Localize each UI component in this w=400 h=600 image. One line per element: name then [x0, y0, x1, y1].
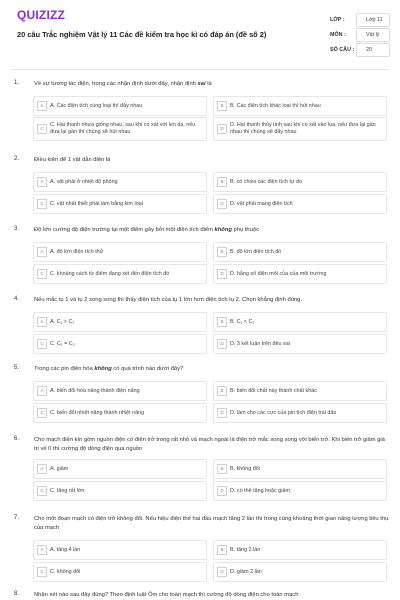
meta-subject-value: Vật lý	[366, 32, 380, 38]
option-text: A. giảm	[50, 465, 69, 472]
question-text	[34, 156, 390, 165]
question-keyword: không	[94, 366, 112, 372]
option-text: C. biến đổi nhiệt năng thành nhiệt năng	[50, 409, 145, 416]
option-text: B. độ lớn điện tích đó	[230, 248, 282, 255]
answer-option-c[interactable]	[33, 481, 207, 501]
option-letter-badge: A	[37, 247, 47, 257]
meta-count-value: 20	[366, 47, 372, 53]
question-text-part: phụ thuộc	[231, 227, 259, 233]
question-text-part: Nếu mắc tụ 1 và tụ 2 song song thì thấy điện tích của tụ 1 lớn hơn điện tích tụ 2. Chọn khẳng định đúng.	[34, 297, 302, 303]
option-letter-badge: B	[217, 464, 227, 474]
option-text: B. Các điện tích khác loại thì hút nhau	[230, 102, 321, 109]
question-keyword: không	[214, 227, 232, 233]
question-number: 4.	[14, 296, 20, 302]
option-letter-badge: C	[37, 339, 47, 349]
answer-option-b[interactable]	[213, 242, 387, 262]
answer-option-d[interactable]	[213, 481, 387, 501]
answer-option-d[interactable]	[213, 264, 387, 284]
option-text: C. C₁ = C₂	[50, 340, 75, 347]
option-text: B. có chứa các điện tích tự do	[230, 178, 302, 185]
answer-option-b[interactable]	[213, 172, 387, 192]
question-keyword: sai	[197, 81, 206, 87]
option-letter-badge: B	[217, 386, 227, 396]
answer-option-a[interactable]	[33, 242, 207, 262]
meta-subject-box	[356, 28, 390, 42]
option-letter-badge: C	[37, 124, 47, 134]
answer-option-c[interactable]	[33, 117, 207, 141]
answer-option-d[interactable]	[213, 403, 387, 423]
meta-subject-label: MÔN :	[330, 32, 346, 38]
option-letter-badge: D	[217, 567, 227, 577]
option-text: D. làm cho các cực của pin tích điện trái dấu	[230, 409, 337, 416]
option-letter-badge: C	[37, 567, 47, 577]
option-letter-badge: D	[217, 486, 227, 496]
meta-grade-value: Lớp 11	[366, 17, 383, 23]
option-letter-badge: B	[217, 317, 227, 327]
option-text: D. giảm 2 lần	[230, 568, 262, 575]
answer-option-d[interactable]	[213, 562, 387, 582]
option-text: A. độ lớn điện tích thử	[50, 248, 104, 255]
question-text	[34, 515, 390, 532]
option-letter-badge: A	[37, 317, 47, 327]
meta-grade-box	[356, 13, 390, 27]
question-text	[34, 80, 390, 89]
question-number: 6.	[14, 436, 20, 442]
answer-option-c[interactable]	[33, 264, 207, 284]
option-letter-badge: D	[217, 199, 227, 209]
option-text: D. Hai thanh thủy tinh sau khi cọ xát vào lụa, nếu đưa lại gần nhau thì chúng sẽ đẩy nhau	[230, 122, 376, 135]
question-number: 3.	[14, 226, 20, 232]
option-letter-badge: A	[37, 177, 47, 187]
option-text: B. C₁ < C₂	[230, 318, 255, 325]
question-number: 7.	[14, 515, 20, 521]
answer-option-a[interactable]	[33, 312, 207, 332]
answer-option-c[interactable]	[33, 194, 207, 214]
option-text: A. tăng 4 lần	[50, 546, 81, 553]
answer-option-b[interactable]	[213, 381, 387, 401]
option-letter-badge: A	[37, 386, 47, 396]
answer-option-a[interactable]	[33, 96, 207, 116]
question-text	[34, 591, 390, 600]
option-letter-badge: C	[37, 486, 47, 496]
question-text	[34, 226, 390, 235]
answer-option-d[interactable]	[213, 117, 387, 141]
question-text-part: Điều kiện để 1 vật dẫn điện là	[34, 157, 111, 163]
answer-option-b[interactable]	[213, 459, 387, 479]
answer-option-d[interactable]	[213, 194, 387, 214]
option-text: C. không đổi	[50, 568, 81, 575]
meta-grade-label: LỚP :	[330, 17, 345, 23]
answer-option-c[interactable]	[33, 334, 207, 354]
option-text: D. 3 kết luận trên đều sai	[230, 340, 290, 347]
question-text	[34, 296, 390, 305]
question-number: 8.	[14, 591, 20, 597]
answer-option-a[interactable]	[33, 172, 207, 192]
answer-option-d[interactable]	[213, 334, 387, 354]
question-text-part: Trong các pin điện hóa	[34, 366, 95, 372]
question-number: 5.	[14, 365, 20, 371]
question-text-part: là	[205, 81, 212, 87]
option-text: C. khoảng cách từ điểm đang xét đến điện tích đó	[50, 270, 170, 277]
meta-count-box	[356, 43, 390, 57]
question-text-part: Cho một đoạn mạch có điện trở không đổi. Nếu hiệu điện thế hai đầu mạch tăng 2 lần thì trong cùng khoảng thời gian năng lượng tiêu thụ của mạch	[34, 516, 389, 531]
option-text: A. vật phải ở nhiệt độ phòng	[50, 178, 118, 185]
option-text: B. không đổi	[230, 465, 260, 472]
option-text: D. hằng số điện môi của của môi trường	[230, 270, 327, 277]
option-text: C. Hai thanh nhựa giống nhau, sau khi cọ xát với len dạ, nếu đưa lại gần thì chúng sẽ hút nhau	[50, 122, 196, 135]
question-text-part: có quá trình nào dưới đây?	[111, 366, 184, 372]
option-text: A. C₁ > C₂	[50, 318, 75, 325]
option-letter-badge: A	[37, 464, 47, 474]
option-letter-badge: B	[217, 247, 227, 257]
option-letter-badge: D	[217, 269, 227, 279]
option-letter-badge: D	[217, 408, 227, 418]
option-text: B. biến đổi chất này thành chất khác	[230, 387, 317, 394]
answer-option-a[interactable]	[33, 540, 207, 560]
option-letter-badge: A	[37, 545, 47, 555]
option-letter-badge: B	[217, 545, 227, 555]
option-letter-badge: A	[37, 101, 47, 111]
answer-option-a[interactable]	[33, 381, 207, 401]
option-letter-badge: B	[217, 101, 227, 111]
header-divider	[12, 69, 388, 70]
answer-option-c[interactable]	[33, 562, 207, 582]
option-text: C. vật nhất thiết phải làm bằng kim loại	[50, 200, 143, 207]
answer-option-c[interactable]	[33, 403, 207, 423]
option-text: C. tăng rất lớn	[50, 487, 85, 494]
question-text-part: Cho mạch điện kín gồm nguồn điện có điện trở trong rất nhỏ và mạch ngoài là điện trở mắc song song với biến trở. Khi biến trở giảm giá trị về 0 thì cường độ dòng điện qua nguồn	[34, 437, 385, 452]
option-text: A. biến đổi hóa năng thành điện năng	[50, 387, 140, 394]
option-letter-badge: C	[37, 408, 47, 418]
worksheet-title: 20 câu Trắc nghiệm Vật lý 11 Các đề kiểm tra học kì có đáp án (đề số 2)	[17, 30, 267, 39]
answer-option-b[interactable]	[213, 540, 387, 560]
question-text-part: Về sự tương tác điện, trong các nhận định dưới đây, nhận định	[34, 81, 198, 87]
answer-option-b[interactable]	[213, 96, 387, 116]
option-letter-badge: D	[217, 124, 227, 134]
option-letter-badge: C	[37, 199, 47, 209]
quizizz-logo: QUIZIZZ	[17, 8, 66, 22]
option-letter-badge: C	[37, 269, 47, 279]
question-text	[34, 365, 390, 374]
answer-option-b[interactable]	[213, 312, 387, 332]
option-text: A. Các điện tích cùng loại thì đẩy nhau	[50, 102, 143, 109]
option-text: B. tăng 2 lần	[230, 546, 261, 553]
question-text-part: Nhận xét nào sau đây đúng? Theo định luật Ôm cho toàn mạch thì cường độ dòng điện cho toàn mạch	[34, 592, 299, 598]
option-text: D. vật phải mang điện tích	[230, 200, 293, 207]
question-text-part: Độ lớn cường độ điện trường tại một điểm gây bởi một điện tích điểm	[34, 227, 215, 233]
meta-count-label: SỐ CÂU :	[330, 47, 355, 53]
option-text: D. có thể tăng hoặc giảm	[230, 487, 290, 494]
answer-option-a[interactable]	[33, 459, 207, 479]
worksheet-header	[0, 0, 400, 68]
question-number: 2.	[14, 156, 20, 162]
question-text	[34, 436, 390, 453]
question-number: 1.	[14, 80, 20, 86]
option-letter-badge: D	[217, 339, 227, 349]
option-letter-badge: B	[217, 177, 227, 187]
